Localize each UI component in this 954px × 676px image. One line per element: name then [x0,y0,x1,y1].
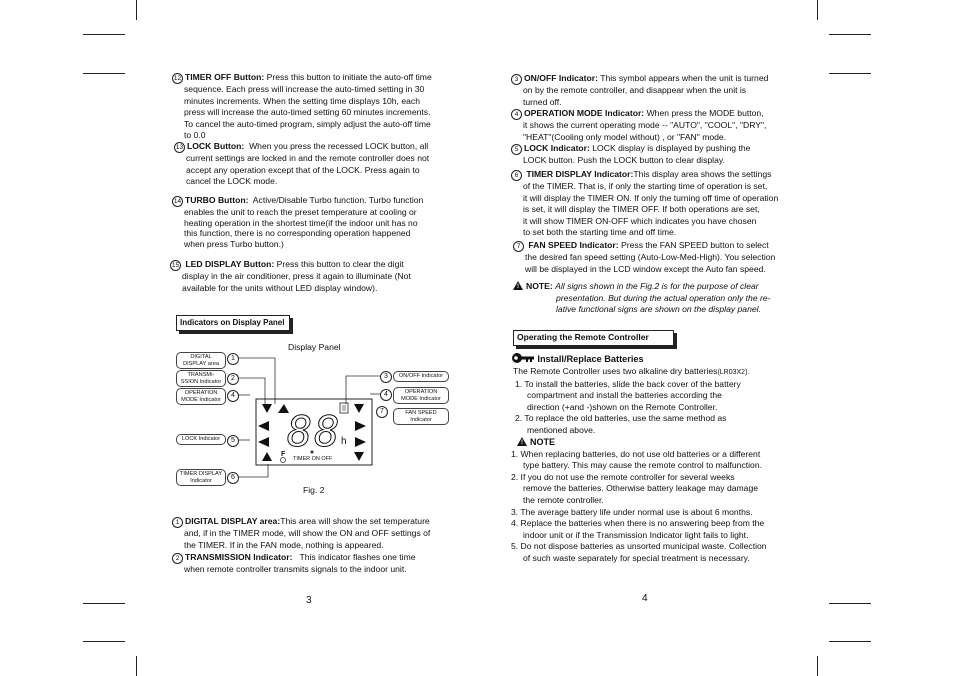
text-line: enables the unit to reach the preset temperature at cooling or [184,207,417,217]
text-line: is set, it will display the TIMER OFF. If both operations are set, [523,204,760,215]
text-line: Press this button to initiate the auto-off time [266,72,432,82]
transmission-paragraph [172,552,462,576]
item-number: 5 [511,144,522,155]
label-operation-mode-right: OPERATION MODE Indicator [393,387,449,404]
text-line: of the TIMER. That is, if only the starting time of operation is set, [523,181,768,191]
text-line: To cancel the auto-timed program, simply adjust the auto-off time [184,118,431,129]
text-line: Active/Disable Turbo function. Turbo function [252,195,424,205]
text-line: presentation. But during the actual operation only the re- [556,292,771,303]
page-number: 4 [642,593,648,604]
item-title: TURBO Button: [185,195,249,205]
text-line: The Remote Controller uses two alkaline dry batteries [513,366,718,376]
item-title: LOCK Indicator: [524,143,590,153]
text-line: on by the remote controller, and disappear when the unit is [523,85,747,95]
text-line: minutes increments. When the setting time displays 10h, each [184,95,420,106]
item-title: DIGITAL DISPLAY area: [185,516,281,526]
text-line: of such waste separately for special treatment is necessary. [523,552,750,563]
text-line: available for the units without LED display window). [182,282,378,293]
text-line: 5. Do not dispose batteries as unsorted municipal waste. Collection [511,541,767,552]
text-line: it shows the current operating mode -- "AUTO", "COOL", "DRY", [523,120,767,130]
text-line: press will increase the auto-timed setting 60 minutes increments. [184,107,431,118]
display-panel-title: Display Panel [288,342,341,352]
text-line: This area will show the set temperature [280,516,430,526]
callout-4-right: 4 [380,389,392,401]
item-title: ON/OFF Indicator: [524,73,598,83]
install-batteries-title-row [511,352,644,366]
text-line: when remote controller transmits signals to the indoor unit. [184,564,407,574]
item-number: 7 [513,241,524,252]
item-number: 2 [172,553,183,564]
text-line: When you press the recessed LOCK button, all [249,141,429,151]
text-line: display in the air conditioner, press it again to illuminate (Not [182,271,411,281]
lcd-digits: 88 [287,407,342,456]
text-line: All signs shown in the Fig.2 is for the purpose of clear [555,281,759,291]
label-digital-display: DIGITAL DISPLAY area [176,352,226,369]
text-line: it will display the TIMER ON. If only the turning off time of operation [523,192,779,203]
item-title: LOCK Button: [187,141,245,151]
text-line: compartment and install the batteries according the [527,390,722,401]
text-line: will be displayed in the LCD window except the Auto fan speed. [525,263,766,274]
timer-display-paragraph [511,169,821,239]
item-title: TRANSMISSION Indicator: [185,552,293,562]
text-line: This symbol appears when the unit is turned [600,73,769,83]
text-line: sequence. Each press will increase the auto-timed setting in 30 [184,84,425,94]
text-line: indoor unit or if the Transmission Indicator light fails to light. [523,529,749,540]
item-number: 15 [171,262,180,269]
text-line: This indicator flashes one time [299,552,416,562]
text-line: 1. When replacing batteries, do not use old batteries or a different [511,448,761,459]
item-number: 6 [511,170,522,181]
text-line: heating operation in the shortest time(if the indoor unit has no [184,217,418,228]
lcd-fan-symbol: F [281,451,286,458]
item-number: 13 [175,144,184,151]
text-line: "HEAT"(Cooling only model without) , or "FAN" mode. [523,131,727,142]
item-title: TIMER OFF Button: [185,72,265,82]
text-line: to set both the starting time and off time. [523,227,677,238]
text-line: When press the MODE button, [646,108,764,118]
battery-notes [511,437,821,565]
text-line: remove the batteries. Otherwise battery leakage may damage [523,483,759,494]
text-line: when press Turbo button.) [184,238,284,249]
section-heading-indicators: Indicators on Display Panel [176,315,290,331]
text-line: it will show TIMER ON-OFF which indicates you have chosen [523,215,757,226]
text-line: 3. The average battery life under normal use is about 6 months. [511,506,753,517]
text-line: turned off. [523,96,562,107]
lock-indicator-paragraph [511,143,811,167]
label-operation-mode-left: OPERATION MODE Indicator [176,388,226,405]
callout-6: 6 [227,472,239,484]
text-line: and, if in the TIMER mode, will show the ON and OFF settings of [184,528,431,538]
note-label: NOTE: [526,281,553,291]
warning-icon [513,281,523,290]
text-line: LOCK button. Push the LOCK button to clear display. [523,155,725,165]
install-batteries-body [513,366,823,437]
battery-model: (LR03X2). [717,369,750,376]
note-label: NOTE [530,437,556,447]
section-heading-operating: Operating the Remote Controller [513,330,674,346]
text-line: current settings are locked in and the remote controller does not [186,153,430,163]
callout-7: 7 [376,406,388,418]
item-title: OPERATION MODE Indicator: [524,108,645,118]
item-title: LED DISPLAY Button: [185,259,275,269]
note-fig2 [513,281,813,316]
page-number: 3 [306,595,312,606]
text-line: 4. Replace the batteries when there is no answering beep from the [511,518,765,529]
label-timer-display: TIMER DISPLAY Indicator [176,469,226,486]
item-number: 3 [511,74,522,85]
text-line: direction (+and -)shown on the Remote Controller. [527,401,718,412]
lcd-hour-unit: h [341,436,347,447]
install-batteries-title: Install/Replace Batteries [537,354,644,364]
text-line: LOCK display is displayed by pushing the [592,143,751,153]
item-number: 1 [172,517,183,528]
figure-caption: Fig. 2 [303,485,325,495]
item-number: 12 [173,75,182,82]
text-line: lative functional signs are shown on the display panel. [556,304,761,314]
text-line: Press this button to clear the digit [276,259,404,269]
text-line: the remote controller. [523,494,604,505]
callout-4: 4 [227,390,239,402]
digital-display-paragraph [172,516,462,551]
text-line: this function, there is no corresponding operation happened [184,228,411,238]
label-onoff: ON/OFF Indicator [393,371,449,382]
text-line: the TIMER. If in the FAN mode, nothing is appeared. [184,539,384,550]
text-line: cancel the LOCK mode. [186,176,278,187]
label-fan-speed: FAN SPEED Indicator [393,408,449,425]
text-line: mentioned above. [527,424,596,435]
label-transmission: TRANSMI- SSION Indicator [176,370,226,387]
text-line: accept any operation except that of the LOCK. Press again to [186,164,420,175]
callout-2: 2 [227,373,239,385]
item-number: 4 [511,109,522,120]
text-line: 2. To replace the old batteries, use the same method as [515,413,727,424]
callout-1: 1 [227,353,239,365]
item-title: FAN SPEED Indicator: [528,240,619,250]
right-page [477,0,954,676]
fan-speed-paragraph [513,240,813,275]
onoff-paragraph [511,73,811,108]
text-line: Press the FAN SPEED button to select [621,240,769,250]
lcd-timer-text: TIMER ON OFF [293,456,333,462]
item-title: TIMER DISPLAY Indicator: [526,169,634,179]
text-line: type battery. This may cause the remote control to malfunction. [523,460,762,471]
callout-5: 5 [227,435,239,447]
text-line: to 0.0 [184,130,206,141]
item-number: 14 [173,198,182,205]
operation-mode-paragraph [511,108,811,143]
label-lock-indicator: LOCK Indicator [176,434,226,445]
warning-icon [517,437,527,446]
text-line: This display area shows the settings [633,169,772,179]
text-line: the desired fan speed setting (Auto-Low-Med-High). You selection [525,252,776,262]
text-line: 2. If you do not use the remote controller for several weeks [511,471,735,482]
callout-3: 3 [380,371,392,383]
text-line: 1. To install the batteries, slide the back cover of the battery [515,378,741,389]
key-icon [511,352,535,364]
